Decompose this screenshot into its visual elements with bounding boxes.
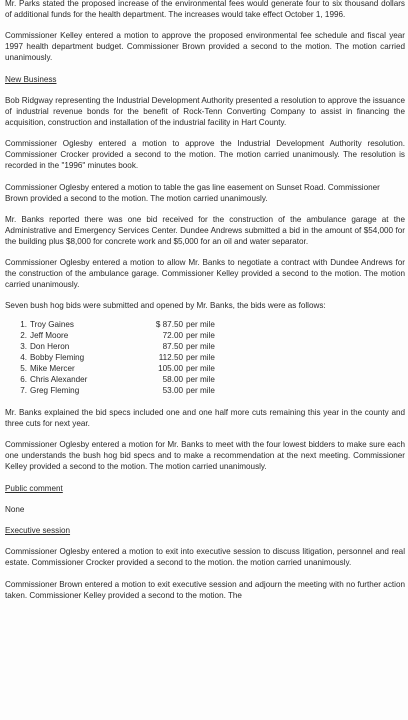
heading-executive-session: Executive session bbox=[5, 526, 71, 536]
bidder-name: Greg Fleming bbox=[30, 385, 80, 395]
bid-row bbox=[17, 352, 215, 363]
bidder-name: Jeff Moore bbox=[30, 330, 69, 340]
paragraph-revenue-bonds: Bob Ridgway representing the Industrial Development Authority presented a resolution to approve the issuance of industrial revenue bonds for the benefit of Rock-Tenn Converting Company to assist in financing the acquisition, construction and installation of the industrial facility in Hart County. bbox=[5, 95, 405, 127]
bid-row bbox=[17, 363, 215, 374]
bid-amount: 87.50 bbox=[162, 341, 183, 351]
bid-row bbox=[17, 374, 215, 385]
bid-unit: per mile bbox=[186, 363, 215, 373]
heading-public-comment: Public comment bbox=[5, 483, 63, 493]
paragraph-bid-specs: Mr. Banks explained the bid specs included one and one half more cuts remaining this year in the county and three cuts for next year. bbox=[5, 408, 405, 429]
bid-number: 7. bbox=[20, 385, 27, 395]
bid-number: 4. bbox=[20, 352, 27, 362]
bid-amount: 58.00 bbox=[162, 374, 183, 384]
bid-unit: per mile bbox=[186, 352, 215, 362]
bid-amount: 72.00 bbox=[162, 330, 183, 340]
bid-number: 6. bbox=[20, 374, 27, 384]
bid-amount: 105.00 bbox=[158, 363, 183, 373]
bidder-name: Bobby Fleming bbox=[30, 352, 85, 362]
bid-unit: per mile bbox=[186, 385, 215, 395]
paragraph-gas-line-motion: Commissioner Oglesby entered a motion to table the gas line easement on Sunset Road. Commissioner Brown provided a second to the motion. The motion carried unanimously. bbox=[5, 182, 380, 203]
paragraph-bush-hog-bids: Seven bush hog bids were submitted and opened by Mr. Banks, the bids were as follows: bbox=[5, 301, 326, 311]
bid-row bbox=[17, 341, 215, 352]
bid-row bbox=[17, 385, 215, 396]
bid-unit: per mile bbox=[186, 330, 215, 340]
bidder-name: Chris Alexander bbox=[30, 374, 88, 384]
bid-amount: $ 87.50 bbox=[155, 319, 183, 329]
bid-unit: per mile bbox=[186, 341, 215, 351]
bidder-name: Don Heron bbox=[30, 341, 70, 351]
bidder-name: Mike Mercer bbox=[30, 363, 75, 373]
bid-row bbox=[17, 319, 215, 330]
paragraph-public-comment-none: None bbox=[5, 504, 25, 514]
paragraph-ambulance-garage-bid: Mr. Banks reported there was one bid received for the construction of the ambulance garage at the Administrative and Emergency Services Center. Dundee Andrews submitted a bid in the amount of $54,000 for the building plus $8,000 for concrete work and $5,000 for an oil and water separator. bbox=[5, 214, 405, 246]
bid-number: 5. bbox=[20, 363, 27, 373]
bid-number: 1. bbox=[20, 319, 27, 329]
bid-amount: 53.00 bbox=[162, 385, 183, 395]
bid-unit: per mile bbox=[186, 374, 215, 384]
bidder-name: Troy Gaines bbox=[30, 319, 74, 329]
bid-amount: 112.50 bbox=[158, 352, 183, 362]
heading-new-business: New Business bbox=[5, 74, 57, 84]
paragraph-executive-session-motion: Commissioner Oglesby entered a motion to exit into executive session to discuss litigation, personnel and real estate. Commissioner Crocker provided a second to the motion. the motion carried unanimously. bbox=[5, 547, 405, 568]
paragraph-contract-motion: Commissioner Oglesby entered a motion to allow Mr. Banks to negotiate a contract with Dundee Andrews for the construction of the ambulance garage. Commissioner Kelley provided a second to the motion. The motion carried unanimously. bbox=[5, 258, 405, 290]
paragraph-ida-resolution-motion: Commissioner Oglesby entered a motion to approve the Industrial Development Authority resolution. Commissioner Crocker provided a second to the motion. The motion carried unanimously. The resolution is recorded in the "1996" minutes book. bbox=[5, 139, 405, 171]
paragraph-lowest-bidders-motion: Commissioner Oglesby entered a motion for Mr. Banks to meet with the four lowest bidders to make sure each one understands the bush hog bid specs and to make a recommendation at the next meeting. Commissioner Kelley provided a second to the motion. The motion carried unanimously. bbox=[5, 440, 405, 472]
bids-list bbox=[17, 319, 215, 396]
bid-row bbox=[17, 330, 215, 341]
bid-unit: per mile bbox=[186, 319, 215, 329]
paragraph-adjourn-motion: Commissioner Brown entered a motion to exit executive session and adjourn the meeting with no further action taken. Commissioner Kelley provided a second to the motion. The bbox=[5, 579, 405, 600]
paragraph-environmental-fees: Mr. Parks stated the proposed increase of the environmental fees would generate four to six thousand dollars of additional funds for the health department. The increases would take effect October 1, 1996. bbox=[5, 0, 405, 20]
bid-number: 3. bbox=[20, 341, 27, 351]
bid-number: 2. bbox=[20, 330, 27, 340]
paragraph-fee-schedule-motion: Commissioner Kelley entered a motion to approve the proposed environmental fee schedule and fiscal year 1997 health department budget. Commissioner Brown provided a second to the motion. The motion carried unanimously. bbox=[5, 31, 405, 63]
